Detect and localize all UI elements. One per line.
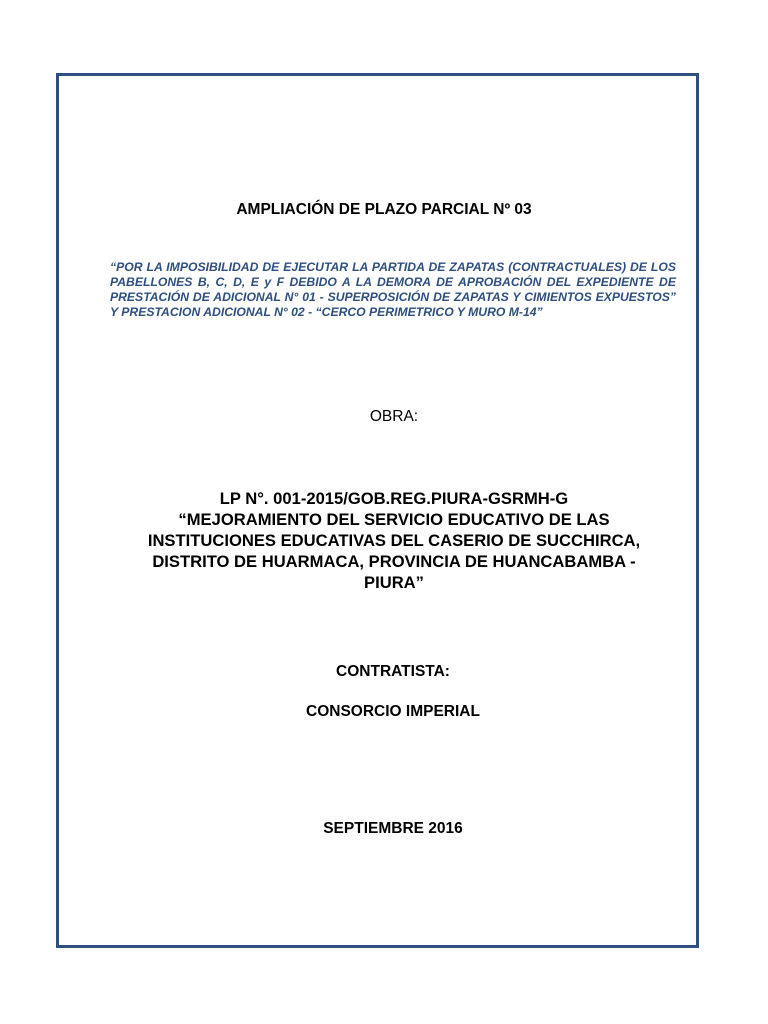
obra-label: OBRA: xyxy=(369,408,419,425)
document-title: AMPLIACIÓN DE PLAZO PARCIAL Nº 03 xyxy=(236,201,532,218)
contractor-name: CONSORCIO IMPERIAL xyxy=(306,703,480,720)
contractor-label: CONTRATISTA: xyxy=(336,663,450,680)
document-date: SEPTIEMBRE 2016 xyxy=(323,820,463,837)
project-description xyxy=(100,488,688,593)
project-line-code: LP N°. 001-2015/GOB.REG.PIURA-GSRMH-G xyxy=(219,489,569,508)
project-line: INSTITUCIONES EDUCATIVAS DEL CASERIO DE SUCCHIRCA, xyxy=(147,531,641,550)
project-line: “MEJORAMIENTO DEL SERVICIO EDUCATIVO DE LAS xyxy=(178,510,610,529)
document-subtitle: “POR LA IMPOSIBILIDAD DE EJECUTAR LA PARTIDA DE ZAPATAS (CONTRACTUALES) DE LOS PABELLONES B, C, D, E y F DEBIDO A LA DEMORA DE APROBACIÓN DEL EXPEDIENTE DE PRESTACIÓN DE ADICIONAL N° 01 - SUPERPOSICIÓN DE ZAPATAS Y CIMIENTOS EXPUESTOS” Y PRESTACION ADICIONAL N° 02 - “CERCO PERIMETRICO Y MURO M-14” xyxy=(110,260,676,319)
project-line: PIURA” xyxy=(364,573,424,592)
project-line: DISTRITO DE HUARMACA, PROVINCIA DE HUANCABAMBA - xyxy=(152,552,636,571)
